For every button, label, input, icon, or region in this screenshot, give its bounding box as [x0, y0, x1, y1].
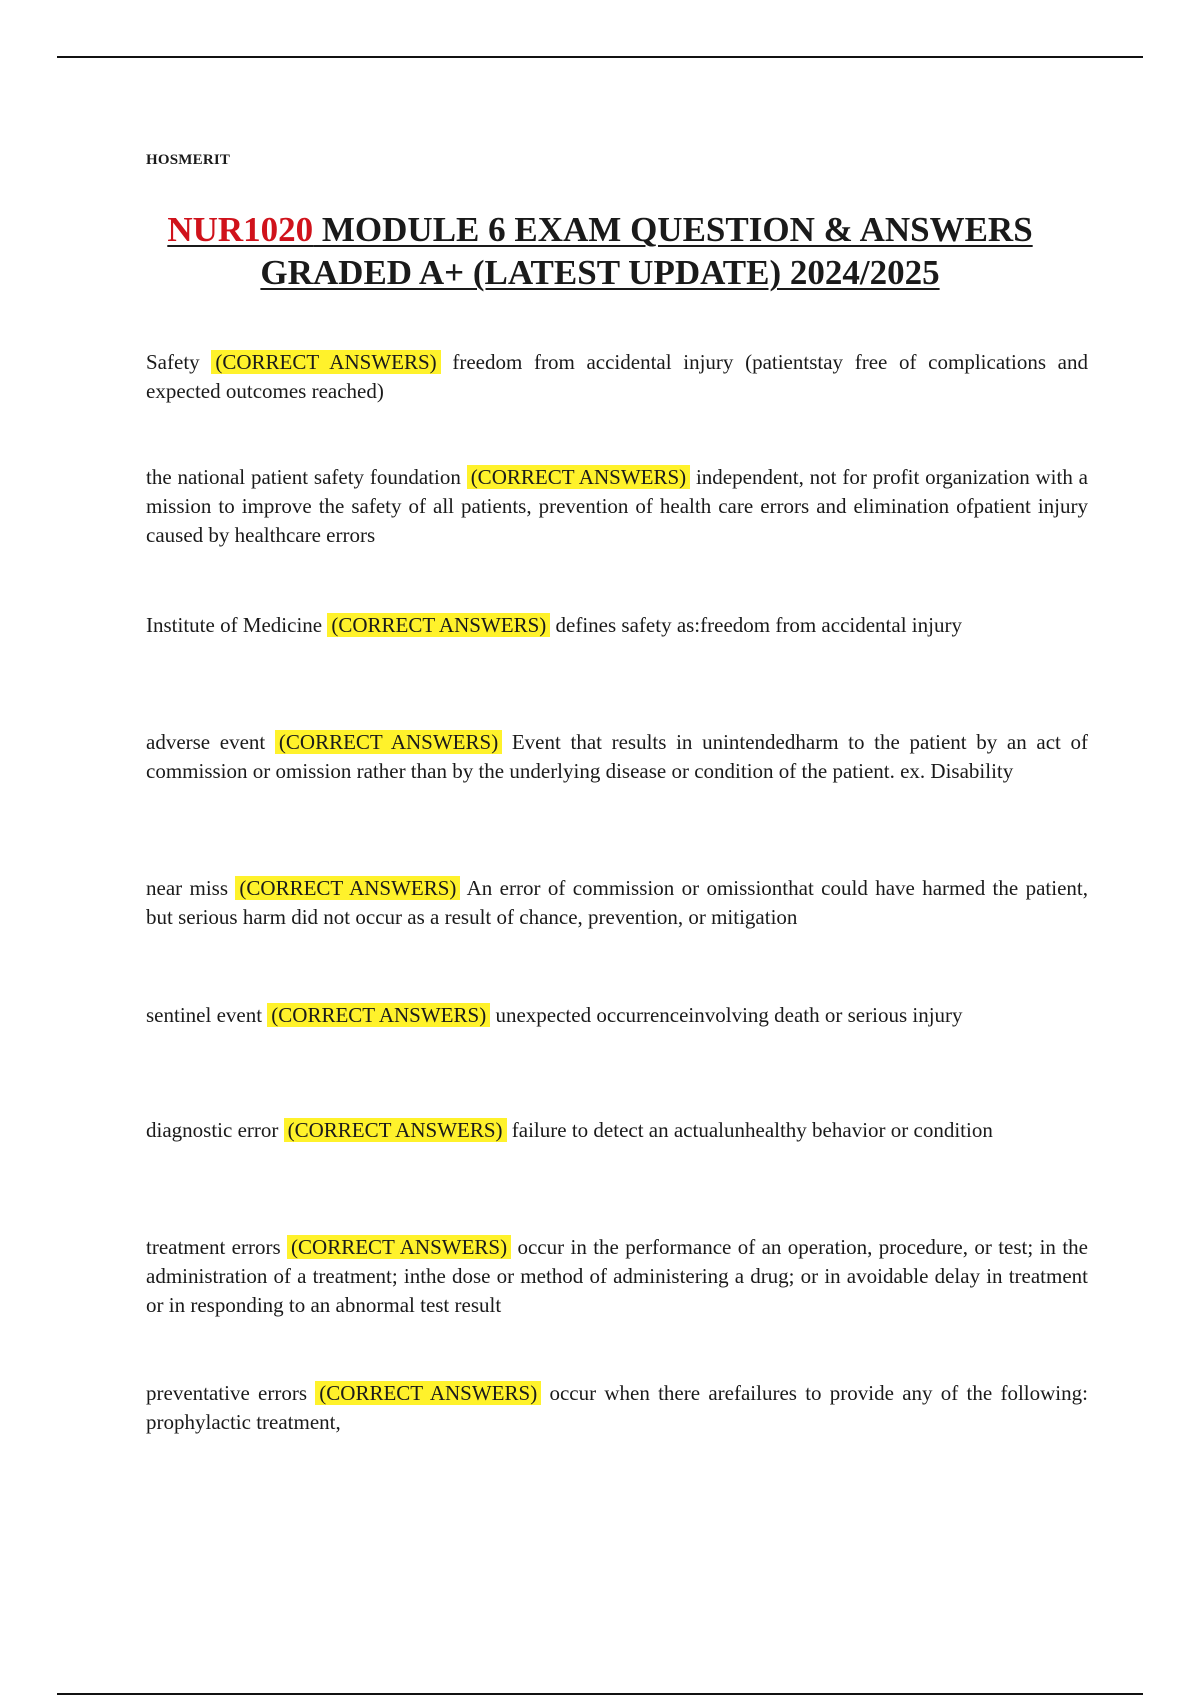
entry-definition: An error of commission or omissionthat could have harmed the patient, but serious harm did not occur as a result of chance, prevention, or mitigation [146, 876, 1088, 929]
entry-definition: defines safety as:freedom from accidental injury [550, 613, 962, 637]
course-code: NUR1020 [167, 210, 314, 249]
correct-answers-highlight: (CORRECT ANSWERS) [467, 465, 690, 489]
correct-answers-highlight: (CORRECT ANSWERS) [327, 613, 550, 637]
entry-term: Safety [146, 350, 212, 374]
correct-answers-highlight: (CORRECT ANSWERS) [211, 350, 440, 374]
entry-term: sentinel event [146, 1003, 268, 1027]
entry-definition: independent, not for profit organization with a mission to improve the safety of all patients, prevention of health care errors and elimination ofpatient injury caused by healthcare errors [146, 465, 1088, 547]
document-header-tag: HOSMERIT [146, 152, 231, 168]
entry-term: adverse event [146, 730, 275, 754]
correct-answers-highlight: (CORRECT ANSWERS) [235, 876, 460, 900]
qa-entry [146, 728, 1088, 786]
entry-definition: unexpected occurrenceinvolving death or serious injury [490, 1003, 963, 1027]
qa-entry [146, 874, 1088, 932]
entry-term: diagnostic error [146, 1118, 284, 1142]
qa-entry [146, 463, 1088, 550]
qa-entry [146, 1233, 1088, 1320]
entry-term: treatment errors [146, 1235, 288, 1259]
entry-definition: failure to detect an actualunhealthy behavior or condition [506, 1118, 993, 1142]
correct-answers-highlight: (CORRECT ANSWERS) [275, 730, 502, 754]
entry-term: preventative errors [146, 1381, 316, 1405]
qa-entry [146, 1379, 1088, 1437]
entry-term: near miss [146, 876, 236, 900]
entry-term: the national patient safety foundation [146, 465, 467, 489]
entry-definition: Event that results in unintendedharm to the patient by an act of commission or omission rather than by the underlying disease or condition of the patient. ex. Disability [146, 730, 1088, 783]
qa-entry [146, 348, 1088, 406]
correct-answers-highlight: (CORRECT ANSWERS) [284, 1118, 507, 1142]
document-title [100, 208, 1100, 294]
entry-definition: occur in the performance of an operation, procedure, or test; in the administration of a treatment; inthe dose or method of administering a drug; or in avoidable delay in treatment or in responding to an abnormal test result [146, 1235, 1088, 1317]
correct-answers-highlight: (CORRECT ANSWERS) [267, 1003, 490, 1027]
bottom-rule [57, 1693, 1143, 1695]
qa-entry [146, 1116, 1088, 1145]
correct-answers-highlight: (CORRECT ANSWERS) [315, 1381, 541, 1405]
qa-entry [146, 1001, 1088, 1030]
title-text: MODULE 6 EXAM QUESTION & ANSWERS GRADED A+ (LATEST UPDATE) 2024/2025 [260, 210, 1033, 292]
qa-entry [146, 611, 1088, 640]
entry-definition: freedom from accidental injury (patientstay free of complications and expected outcomes reached) [146, 350, 1088, 403]
top-rule [57, 56, 1143, 58]
entry-term: Institute of Medicine [146, 613, 328, 637]
correct-answers-highlight: (CORRECT ANSWERS) [287, 1235, 511, 1259]
entry-definition: occur when there arefailures to provide any of the following: prophylactic treatment, [146, 1381, 1088, 1434]
